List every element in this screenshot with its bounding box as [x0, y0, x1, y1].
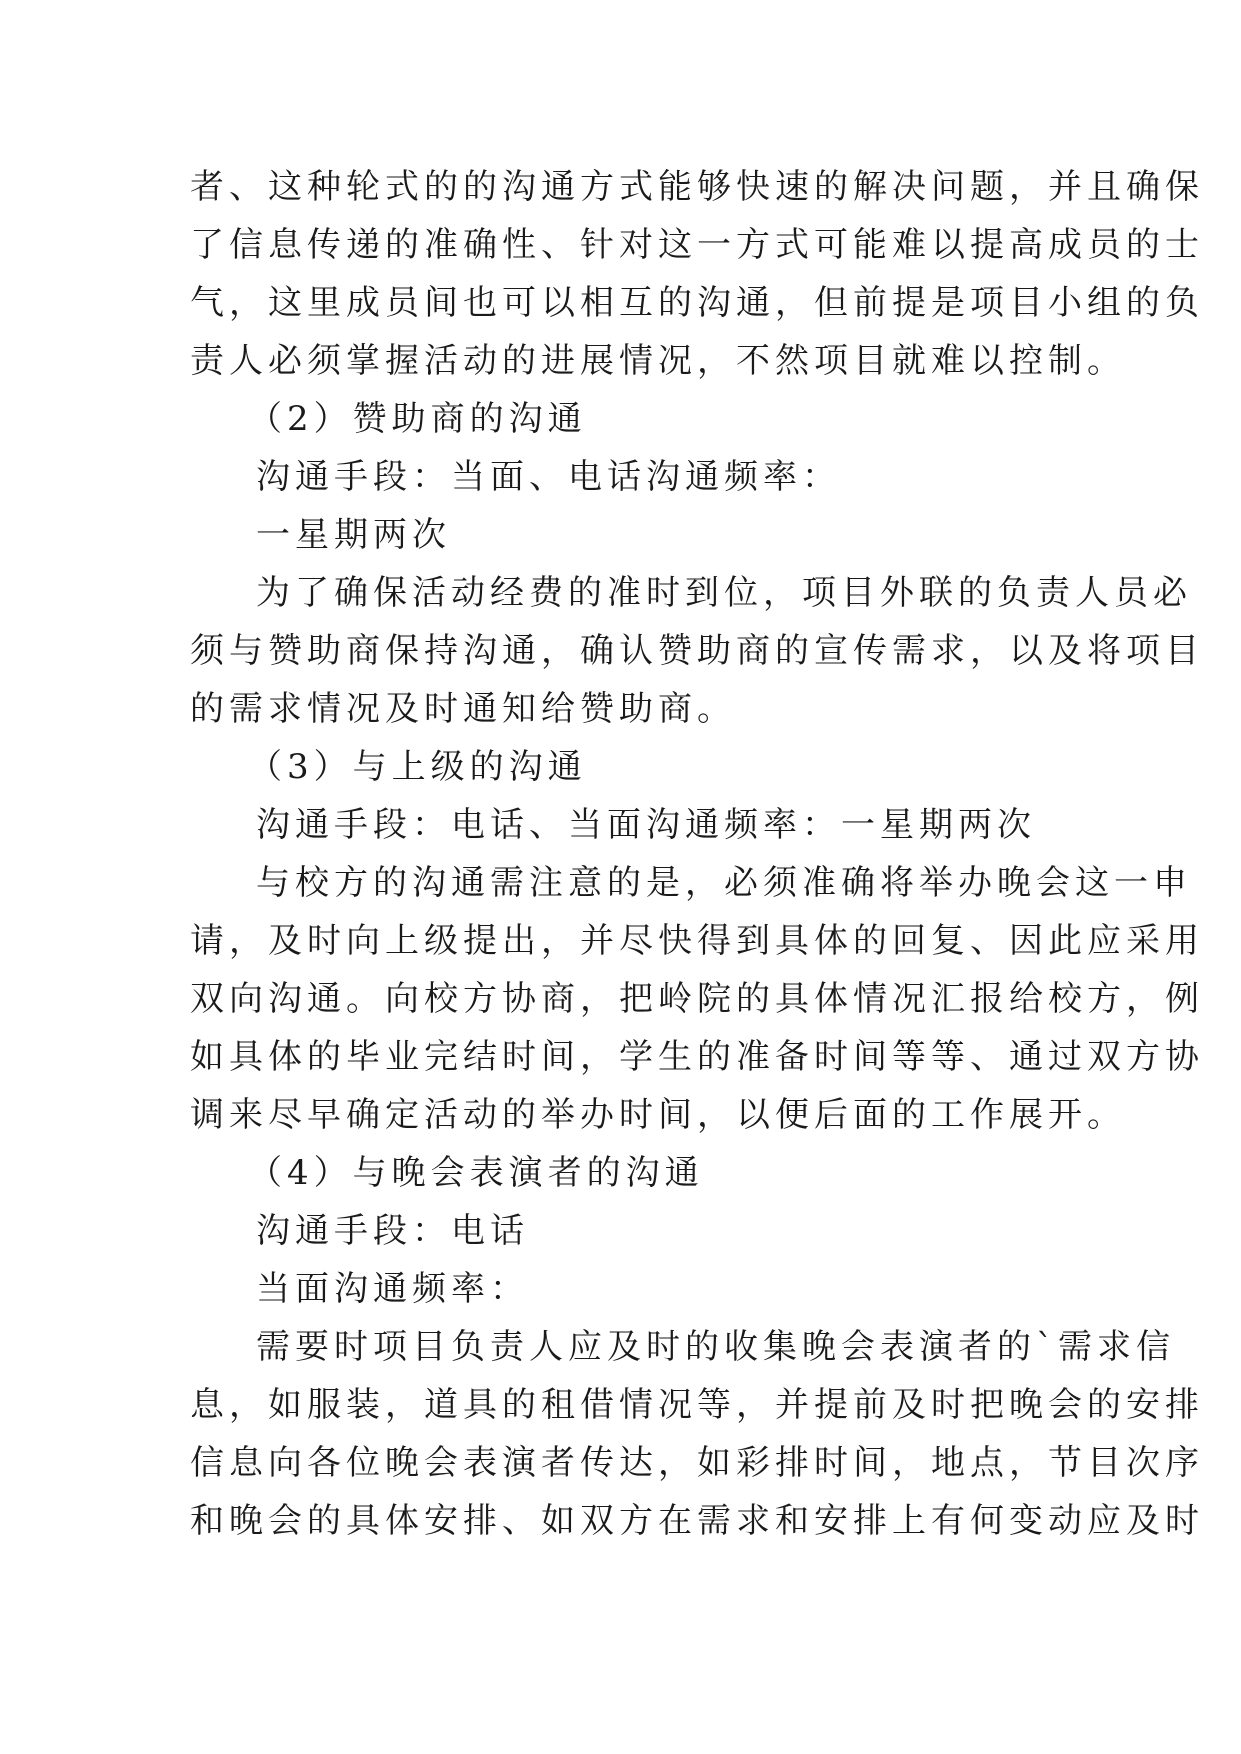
paragraph-line: 当面沟通频率：	[256, 1269, 529, 1309]
paragraph-line: 责人必须掌握活动的进展情况，不然项目就难以控制。	[190, 341, 1126, 381]
section-heading-performers: （4）与晚会表演者的沟通	[248, 1153, 704, 1193]
paragraph-line: 气，这里成员间也可以相互的沟通，但前提是项目小组的负	[190, 283, 1204, 323]
paragraph-line: 沟通手段：电话、当面沟通频率：一星期两次	[256, 805, 1036, 845]
paragraph-line: 沟通手段：电话	[256, 1211, 529, 1251]
paragraph-line: 调来尽早确定活动的举办时间，以便后面的工作展开。	[190, 1095, 1126, 1135]
paragraph-line: 如具体的毕业完结时间，学生的准备时间等等、通过双方协	[190, 1037, 1204, 1077]
document-body	[190, 158, 1204, 1550]
paragraph-line: 和晚会的具体安排、如双方在需求和安排上有何变动应及时	[190, 1501, 1204, 1541]
paragraph-line: 请，及时向上级提出，并尽快得到具体的回复、因此应采用	[190, 921, 1204, 961]
paragraph-line: 需要时项目负责人应及时的收集晚会表演者的`需求信	[256, 1327, 1175, 1367]
paragraph-line: 息，如服装，道具的租借情况等，并提前及时把晚会的安排	[190, 1385, 1204, 1425]
paragraph-line: 沟通手段：当面、电话沟通频率：	[256, 457, 841, 497]
paragraph-line: 信息向各位晚会表演者传达，如彩排时间，地点，节目次序	[190, 1443, 1204, 1483]
paragraph-line: 为了确保活动经费的准时到位，项目外联的负责人员必	[256, 573, 1192, 613]
paragraph-line: 的需求情况及时通知给赞助商。	[190, 689, 736, 729]
paragraph-line: 须与赞助商保持沟通，确认赞助商的宣传需求，以及将项目	[190, 631, 1204, 671]
section-heading-superior: （3）与上级的沟通	[248, 747, 587, 787]
paragraph-line: 双向沟通。向校方协商，把岭院的具体情况汇报给校方，例	[190, 979, 1204, 1019]
paragraph-line: 者、这种轮式的的沟通方式能够快速的解决问题，并且确保	[190, 167, 1204, 207]
paragraph-line: 了信息传递的准确性、针对这一方式可能难以提高成员的士	[190, 225, 1204, 265]
paragraph-line: 与校方的沟通需注意的是，必须准确将举办晚会这一申	[256, 863, 1192, 903]
paragraph-line: 一星期两次	[256, 515, 451, 555]
section-heading-sponsor: （2）赞助商的沟通	[248, 399, 587, 439]
